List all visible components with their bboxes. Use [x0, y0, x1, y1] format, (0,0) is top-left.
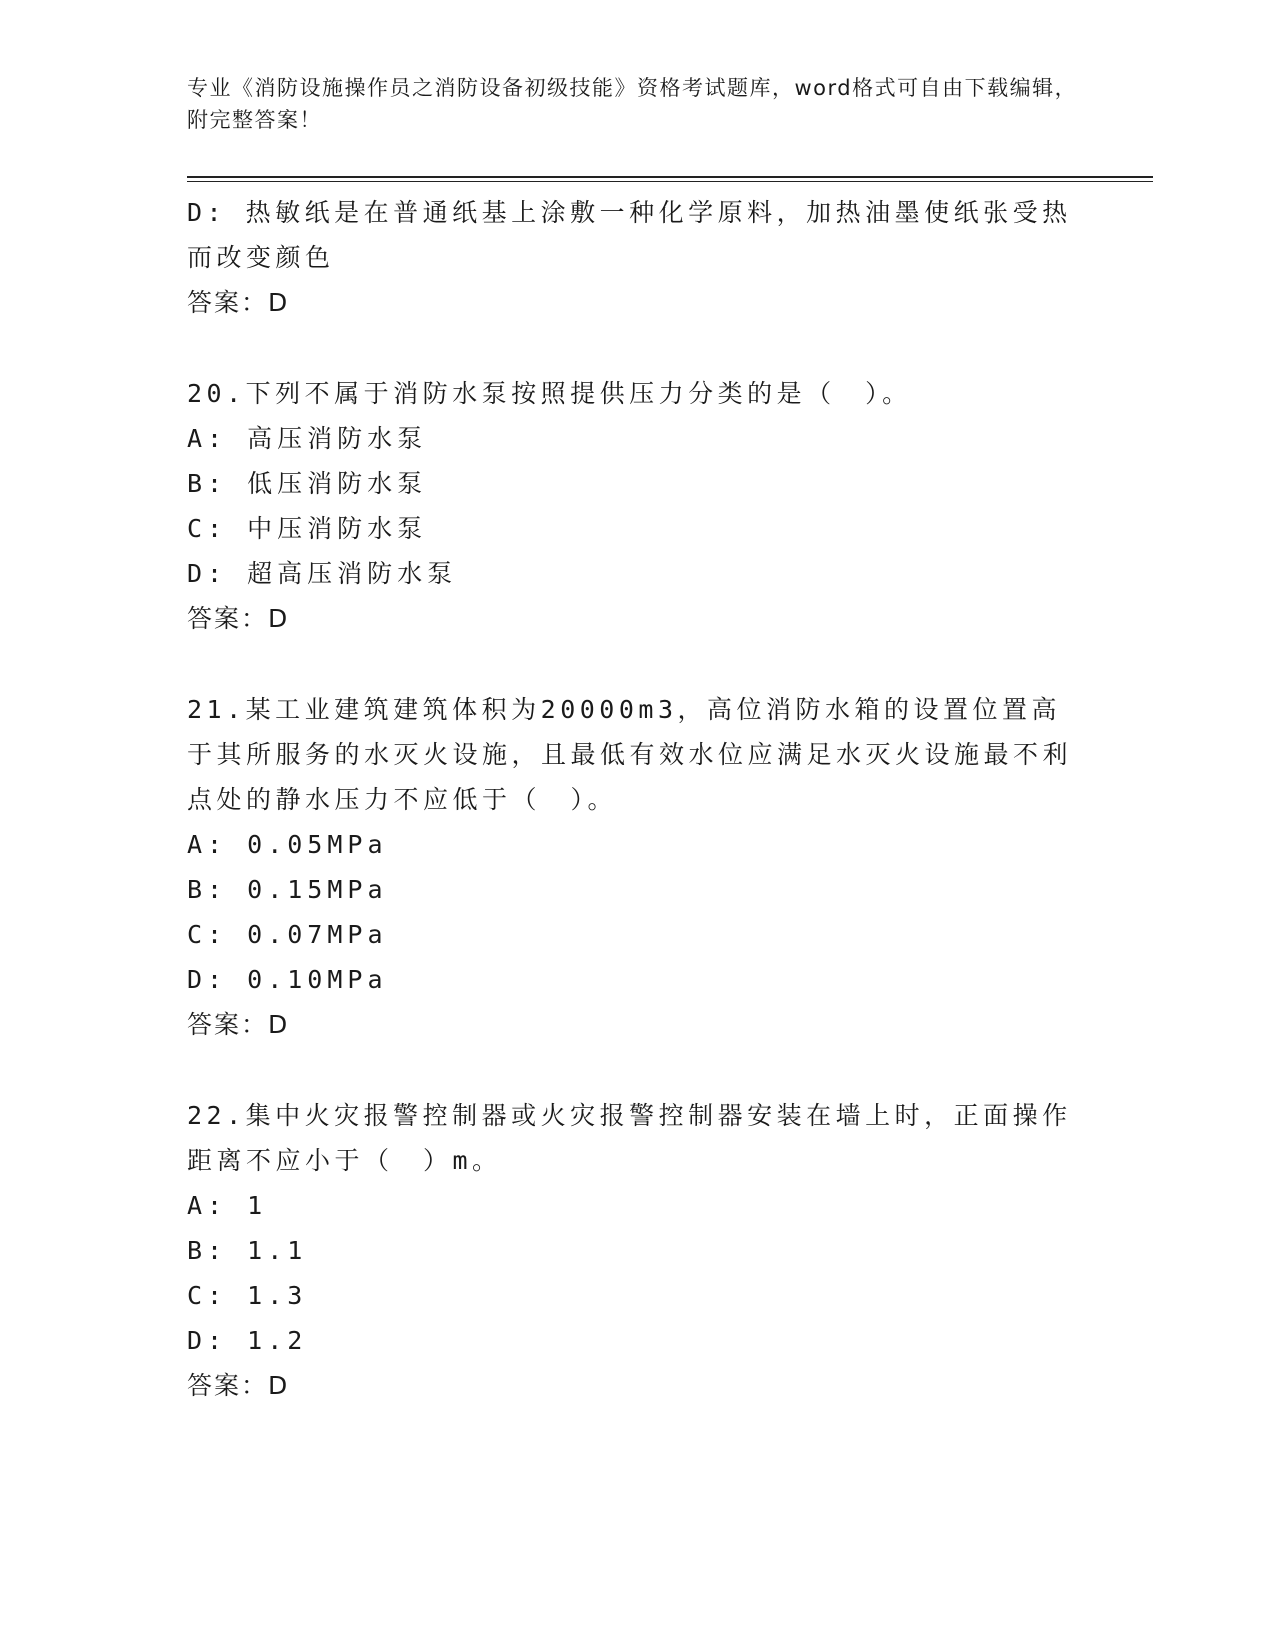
question-21: [187, 687, 1087, 1047]
option-a: A: 1: [187, 1191, 268, 1220]
option-a: A: 高压消防水泵: [187, 424, 428, 453]
option-c: C: 1.3: [187, 1281, 308, 1310]
spacer: [187, 325, 1087, 371]
option-b: B: 0.15MPa: [187, 875, 388, 904]
question-text: 22.集中火灾报警控制器或火灾报警控制器安装在墙上时，正面操作距离不应小于（ ）m。: [187, 1101, 1072, 1175]
option-d: D: 1.2: [187, 1326, 308, 1355]
answer: 答案：D: [187, 1371, 290, 1400]
question-22: [187, 1093, 1087, 1408]
question-20: [187, 371, 1087, 641]
option-d: D: 超高压消防水泵: [187, 559, 458, 588]
option-a: A: 0.05MPa: [187, 830, 388, 859]
prev-option-d: D: 热敏纸是在普通纸基上涂敷一种化学原料，加热油墨使纸张受热而改变颜色: [187, 198, 1072, 272]
option-b: B: 1.1: [187, 1236, 308, 1265]
header-rule-thick: [187, 176, 1153, 178]
option-d: D: 0.10MPa: [187, 965, 388, 994]
option-c: C: 0.07MPa: [187, 920, 388, 949]
header-rule-thin: [187, 181, 1153, 182]
question-text: 21.某工业建筑建筑体积为20000m3，高位消防水箱的设置位置高于其所服务的水灭火设施，且最低有效水位应满足水灭火设施最不利点处的静水压力不应低于（ ）。: [187, 695, 1073, 814]
option-c: C: 中压消防水泵: [187, 514, 428, 543]
answer: 答案：D: [187, 604, 290, 633]
spacer: [187, 1047, 1087, 1093]
question-text: 20.下列不属于消防水泵按照提供压力分类的是（ ）。: [187, 379, 912, 408]
spacer: [187, 641, 1087, 687]
document-header: 专业《消防设施操作员之消防设备初级技能》资格考试题库，word格式可自由下载编辑，附完整答案！: [187, 76, 1078, 132]
document-content: [187, 190, 1087, 1408]
answer: 答案：D: [187, 1010, 290, 1039]
prev-answer: 答案：D: [187, 288, 290, 317]
option-b: B: 低压消防水泵: [187, 469, 428, 498]
